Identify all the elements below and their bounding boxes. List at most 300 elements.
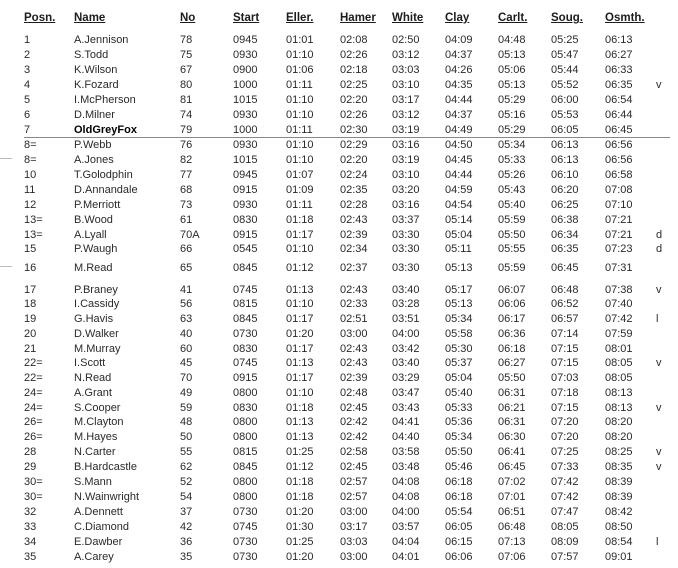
eller-cell: 01:09	[286, 184, 314, 196]
hamer-cell: 03:03	[340, 536, 368, 548]
carlt-cell: 04:48	[498, 34, 526, 46]
start-cell: 0915	[233, 229, 258, 241]
eller-cell: 01:13	[286, 416, 314, 428]
hamer-cell: 02:35	[340, 184, 368, 196]
soug-cell: 07:20	[551, 431, 579, 443]
number-cell: 81	[180, 94, 193, 106]
position-cell: 33	[24, 521, 37, 533]
soug-cell: 07:15	[551, 343, 579, 355]
soug-cell: 06:13	[551, 139, 579, 151]
white-cell: 03:30	[392, 243, 420, 255]
start-cell: 0900	[233, 64, 258, 76]
carlt-cell: 05:43	[498, 184, 526, 196]
soug-cell: 06:45	[551, 262, 579, 274]
table-row	[0, 476, 678, 491]
position-cell: 19	[24, 313, 37, 325]
number-cell: 56	[180, 298, 193, 310]
hamer-cell: 02:42	[340, 431, 368, 443]
clay-cell: 04:35	[445, 79, 473, 91]
name-cell: A.Carey	[74, 551, 114, 563]
table-row	[0, 461, 678, 476]
start-cell: 0930	[233, 49, 258, 61]
position-cell: 1	[24, 34, 31, 46]
start-cell: 0930	[233, 109, 258, 121]
number-cell: 76	[180, 139, 193, 151]
carlt-cell: 06:48	[498, 521, 526, 533]
soug-cell: 07:42	[551, 476, 579, 488]
position-cell: 22=	[24, 372, 43, 384]
start-cell: 0815	[233, 446, 258, 458]
number-cell: 52	[180, 476, 193, 488]
carlt-cell: 06:07	[498, 284, 526, 296]
number-cell: 59	[180, 402, 193, 414]
number-cell: 70A	[180, 229, 200, 241]
osmth-cell: 06:44	[605, 109, 633, 121]
header-hamer: Hamer	[340, 12, 376, 24]
white-cell: 03:28	[392, 298, 420, 310]
hamer-cell: 03:17	[340, 521, 368, 533]
clay-cell: 05:36	[445, 416, 473, 428]
start-cell: 0800	[233, 431, 258, 443]
osmth-cell: 08:13	[605, 387, 633, 399]
clay-cell: 05:34	[445, 431, 473, 443]
hamer-cell: 02:30	[340, 124, 368, 136]
number-cell: 75	[180, 49, 193, 61]
position-cell: 26=	[24, 416, 43, 428]
position-cell: 7	[24, 124, 31, 136]
hamer-cell: 02:43	[340, 214, 368, 226]
name-cell: P.Webb	[74, 139, 112, 151]
white-cell: 03:30	[392, 229, 420, 241]
table-row	[0, 34, 678, 49]
eller-cell: 01:12	[286, 461, 314, 473]
name-cell: P.Braney	[74, 284, 118, 296]
osmth-cell: 08:05	[605, 372, 633, 384]
soug-cell: 07:47	[551, 506, 579, 518]
number-cell: 67	[180, 64, 193, 76]
table-row	[0, 64, 678, 79]
name-cell: C.Diamond	[74, 521, 130, 533]
header-start: Start	[233, 12, 260, 24]
carlt-cell: 05:34	[498, 139, 526, 151]
white-cell: 03:29	[392, 372, 420, 384]
name-cell: M.Murray	[74, 343, 121, 355]
start-cell: 1015	[233, 154, 258, 166]
soug-cell: 07:25	[551, 446, 579, 458]
divider-line	[24, 137, 670, 138]
header-eller: Eller.	[286, 12, 314, 24]
name-cell: G.Havis	[74, 313, 114, 325]
table-row	[0, 343, 678, 358]
position-cell: 5	[24, 94, 31, 106]
header-name: Name	[74, 12, 106, 24]
carlt-cell: 06:17	[498, 313, 526, 325]
carlt-cell: 06:45	[498, 461, 526, 473]
osmth-cell: 08:13	[605, 402, 633, 414]
name-cell: I.Scott	[74, 357, 106, 369]
eller-cell: 01:13	[286, 431, 314, 443]
eller-cell: 01:01	[286, 34, 314, 46]
carlt-cell: 07:06	[498, 551, 526, 563]
position-cell: 11	[24, 184, 36, 196]
soug-cell: 06:57	[551, 313, 579, 325]
number-cell: 82	[180, 154, 193, 166]
clay-cell: 05:40	[445, 387, 473, 399]
hamer-cell: 02:26	[340, 49, 368, 61]
number-cell: 41	[180, 284, 193, 296]
carlt-cell: 05:16	[498, 109, 526, 121]
number-cell: 55	[180, 446, 193, 458]
table-row	[0, 372, 678, 387]
clay-cell: 05:50	[445, 446, 473, 458]
hamer-cell: 02:37	[340, 262, 368, 274]
hamer-cell: 02:18	[340, 64, 368, 76]
carlt-cell: 05:29	[498, 94, 526, 106]
start-cell: 0745	[233, 284, 258, 296]
soug-cell: 07:15	[551, 402, 579, 414]
soug-cell: 07:15	[551, 357, 579, 369]
position-cell: 30=	[24, 491, 43, 503]
eller-cell: 01:10	[286, 139, 314, 151]
note-cell: v	[656, 446, 662, 458]
clay-cell: 05:58	[445, 328, 473, 340]
start-cell: 0845	[233, 262, 258, 274]
soug-cell: 06:13	[551, 154, 579, 166]
white-cell: 03:42	[392, 343, 420, 355]
eller-cell: 01:10	[286, 109, 314, 121]
eller-cell: 01:25	[286, 446, 314, 458]
soug-cell: 06:00	[551, 94, 579, 106]
eller-cell: 01:11	[286, 199, 313, 211]
start-cell: 0915	[233, 184, 258, 196]
hamer-cell: 02:45	[340, 461, 368, 473]
hamer-cell: 02:57	[340, 491, 368, 503]
name-cell: S.Cooper	[74, 402, 121, 414]
table-row	[0, 431, 678, 446]
clay-cell: 05:13	[445, 262, 473, 274]
carlt-cell: 07:02	[498, 476, 526, 488]
header-soug: Soug.	[551, 12, 583, 24]
position-cell: 17	[24, 284, 37, 296]
position-cell: 12	[24, 199, 37, 211]
white-cell: 02:50	[392, 34, 420, 46]
name-cell: D.Annandale	[74, 184, 138, 196]
position-cell: 28	[24, 446, 37, 458]
osmth-cell: 08:39	[605, 491, 633, 503]
soug-cell: 07:03	[551, 372, 579, 384]
osmth-cell: 07:59	[605, 328, 633, 340]
soug-cell: 07:33	[551, 461, 579, 473]
clay-cell: 05:33	[445, 402, 473, 414]
carlt-cell: 06:41	[498, 446, 526, 458]
carlt-cell: 05:55	[498, 243, 526, 255]
clay-cell: 05:14	[445, 214, 473, 226]
white-cell: 03:19	[392, 154, 420, 166]
hamer-cell: 02:45	[340, 402, 368, 414]
white-cell: 04:01	[392, 551, 420, 563]
name-cell: M.Clayton	[74, 416, 124, 428]
soug-cell: 08:09	[551, 536, 579, 548]
hamer-cell: 02:34	[340, 243, 368, 255]
name-cell: M.Read	[74, 262, 113, 274]
number-cell: 42	[180, 521, 193, 533]
name-cell: D.Milner	[74, 109, 115, 121]
table-row	[0, 199, 678, 214]
number-cell: 77	[180, 169, 193, 181]
eller-cell: 01:10	[286, 94, 314, 106]
start-cell: 0730	[233, 551, 258, 563]
white-cell: 03:19	[392, 124, 420, 136]
white-cell: 03:47	[392, 387, 420, 399]
eller-cell: 01:10	[286, 154, 314, 166]
position-cell: 32	[24, 506, 37, 518]
clay-cell: 05:04	[445, 229, 473, 241]
osmth-cell: 09:01	[605, 551, 633, 563]
table-row	[0, 49, 678, 64]
carlt-cell: 05:33	[498, 154, 526, 166]
carlt-cell: 06:27	[498, 357, 526, 369]
position-cell: 10	[24, 169, 37, 181]
start-cell: 0915	[233, 372, 258, 384]
white-cell: 03:12	[392, 109, 420, 121]
start-cell: 0800	[233, 491, 258, 503]
note-cell: v	[656, 284, 662, 296]
osmth-cell: 07:31	[605, 262, 633, 274]
number-cell: 40	[180, 328, 193, 340]
name-cell: K.Fozard	[74, 79, 119, 91]
hamer-cell: 02:33	[340, 298, 368, 310]
start-cell: 0745	[233, 521, 258, 533]
clay-cell: 05:17	[445, 284, 473, 296]
start-cell: 1000	[233, 79, 258, 91]
name-cell: P.Waugh	[74, 243, 118, 255]
soug-cell: 05:53	[551, 109, 579, 121]
number-cell: 74	[180, 109, 193, 121]
eller-cell: 01:10	[286, 387, 314, 399]
header-position: Posn.	[24, 12, 56, 24]
hamer-cell: 02:42	[340, 416, 368, 428]
carlt-cell: 06:51	[498, 506, 526, 518]
name-cell: P.Merriott	[74, 199, 121, 211]
start-cell: 1015	[233, 94, 258, 106]
note-cell: d	[656, 229, 663, 241]
eller-cell: 01:17	[286, 372, 314, 384]
table-row	[0, 536, 678, 551]
eller-cell: 01:10	[286, 49, 314, 61]
name-cell: D.Walker	[74, 328, 119, 340]
position-cell: 34	[24, 536, 37, 548]
name-cell: OldGreyFox	[74, 124, 137, 136]
name-cell: T.Golodphin	[74, 169, 133, 181]
name-cell: N.Carter	[74, 446, 116, 458]
carlt-cell: 05:13	[498, 49, 526, 61]
position-cell: 18	[24, 298, 37, 310]
position-cell: 2	[24, 49, 31, 61]
table-row	[0, 446, 678, 461]
carlt-cell: 06:31	[498, 416, 526, 428]
table-row	[0, 402, 678, 417]
osmth-cell: 08:20	[605, 431, 633, 443]
table-row	[0, 94, 678, 109]
clay-cell: 05:37	[445, 357, 473, 369]
number-cell: 80	[180, 79, 193, 91]
soug-cell: 07:42	[551, 491, 579, 503]
osmth-cell: 08:35	[605, 461, 633, 473]
clay-cell: 04:59	[445, 184, 473, 196]
table-row	[0, 551, 678, 566]
carlt-cell: 06:31	[498, 387, 526, 399]
number-cell: 54	[180, 491, 193, 503]
start-cell: 0800	[233, 476, 258, 488]
osmth-cell: 06:56	[605, 139, 633, 151]
clay-cell: 04:37	[445, 109, 473, 121]
osmth-cell: 08:25	[605, 446, 633, 458]
hamer-cell: 02:28	[340, 199, 368, 211]
hamer-cell: 02:24	[340, 169, 368, 181]
osmth-cell: 06:27	[605, 49, 633, 61]
white-cell: 03:16	[392, 199, 420, 211]
table-row	[0, 298, 678, 313]
osmth-cell: 08:39	[605, 476, 633, 488]
soug-cell: 07:18	[551, 387, 579, 399]
start-cell: 0930	[233, 139, 258, 151]
start-cell: 0730	[233, 506, 258, 518]
osmth-cell: 06:33	[605, 64, 633, 76]
table-row	[0, 243, 678, 258]
hamer-cell: 03:00	[340, 506, 368, 518]
header-carlt: Carlt.	[498, 12, 528, 24]
table-row	[0, 214, 678, 229]
name-cell: S.Mann	[74, 476, 112, 488]
table-row	[0, 139, 678, 154]
number-cell: 36	[180, 536, 193, 548]
clay-cell: 06:06	[445, 551, 473, 563]
number-cell: 65	[180, 262, 193, 274]
white-cell: 03:30	[392, 262, 420, 274]
white-cell: 03:51	[392, 313, 420, 325]
position-cell: 26=	[24, 431, 43, 443]
soug-cell: 06:35	[551, 243, 579, 255]
osmth-cell: 06:58	[605, 169, 633, 181]
number-cell: 48	[180, 416, 193, 428]
hamer-cell: 02:57	[340, 476, 368, 488]
hamer-cell: 02:48	[340, 387, 368, 399]
position-cell: 35	[24, 551, 37, 563]
hamer-cell: 03:00	[340, 328, 368, 340]
osmth-cell: 07:38	[605, 284, 633, 296]
note-cell: l	[656, 313, 659, 325]
number-cell: 70	[180, 372, 193, 384]
start-cell: 0830	[233, 214, 258, 226]
note-cell: v	[656, 357, 662, 369]
position-cell: 21	[24, 343, 37, 355]
eller-cell: 01:13	[286, 357, 314, 369]
note-cell: v	[656, 461, 662, 473]
number-cell: 37	[180, 506, 193, 518]
clay-cell: 04:45	[445, 154, 473, 166]
soug-cell: 07:14	[551, 328, 579, 340]
clay-cell: 06:15	[445, 536, 473, 548]
carlt-cell: 07:13	[498, 536, 526, 548]
hamer-cell: 02:26	[340, 109, 368, 121]
number-cell: 60	[180, 343, 193, 355]
carlt-cell: 05:50	[498, 372, 526, 384]
white-cell: 04:08	[392, 476, 420, 488]
clay-cell: 05:34	[445, 313, 473, 325]
white-cell: 04:04	[392, 536, 420, 548]
number-cell: 50	[180, 431, 193, 443]
eller-cell: 01:12	[286, 262, 314, 274]
table-row	[0, 416, 678, 431]
white-cell: 04:40	[392, 431, 420, 443]
osmth-cell: 07:21	[605, 229, 633, 241]
osmth-cell: 06:54	[605, 94, 633, 106]
soug-cell: 07:20	[551, 416, 579, 428]
soug-cell: 06:10	[551, 169, 579, 181]
note-cell: v	[656, 79, 662, 91]
hamer-cell: 02:43	[340, 343, 368, 355]
eller-cell: 01:11	[286, 124, 313, 136]
header-number: No	[180, 12, 196, 24]
osmth-cell: 07:08	[605, 184, 633, 196]
clay-cell: 04:49	[445, 124, 473, 136]
name-cell: M.Hayes	[74, 431, 118, 443]
hamer-cell: 02:29	[340, 139, 368, 151]
clay-cell: 05:11	[445, 243, 472, 255]
number-cell: 45	[180, 357, 193, 369]
eller-cell: 01:17	[286, 229, 314, 241]
start-cell: 0800	[233, 387, 258, 399]
number-cell: 35	[180, 551, 193, 563]
table-row	[0, 229, 678, 244]
name-cell: B.Wood	[74, 214, 113, 226]
number-cell: 79	[180, 124, 193, 136]
hamer-cell: 02:20	[340, 154, 368, 166]
name-cell: N.Wainwright	[74, 491, 139, 503]
osmth-cell: 08:01	[605, 343, 633, 355]
clay-cell: 05:54	[445, 506, 473, 518]
number-cell: 78	[180, 34, 193, 46]
name-cell: A.Grant	[74, 387, 112, 399]
hamer-cell: 02:20	[340, 94, 368, 106]
white-cell: 03:58	[392, 446, 420, 458]
carlt-cell: 05:40	[498, 199, 526, 211]
osmth-cell: 07:42	[605, 313, 633, 325]
soug-cell: 06:25	[551, 199, 579, 211]
carlt-cell: 05:59	[498, 214, 526, 226]
name-cell: K.Wilson	[74, 64, 118, 76]
name-cell: A.Jones	[74, 154, 114, 166]
eller-cell: 01:20	[286, 328, 314, 340]
position-cell: 13=	[24, 214, 43, 226]
start-cell: 0745	[233, 357, 258, 369]
position-cell: 30=	[24, 476, 43, 488]
white-cell: 03:03	[392, 64, 420, 76]
soug-cell: 05:47	[551, 49, 579, 61]
name-cell: N.Read	[74, 372, 112, 384]
start-cell: 0730	[233, 328, 258, 340]
number-cell: 49	[180, 387, 193, 399]
osmth-cell: 07:23	[605, 243, 633, 255]
start-cell: 0945	[233, 34, 258, 46]
position-cell: 15	[24, 243, 37, 255]
white-cell: 03:16	[392, 139, 420, 151]
position-cell: 20	[24, 328, 37, 340]
osmth-cell: 06:45	[605, 124, 633, 136]
name-cell: E.Dawber	[74, 536, 123, 548]
eller-cell: 01:20	[286, 551, 314, 563]
name-cell: S.Todd	[74, 49, 109, 61]
